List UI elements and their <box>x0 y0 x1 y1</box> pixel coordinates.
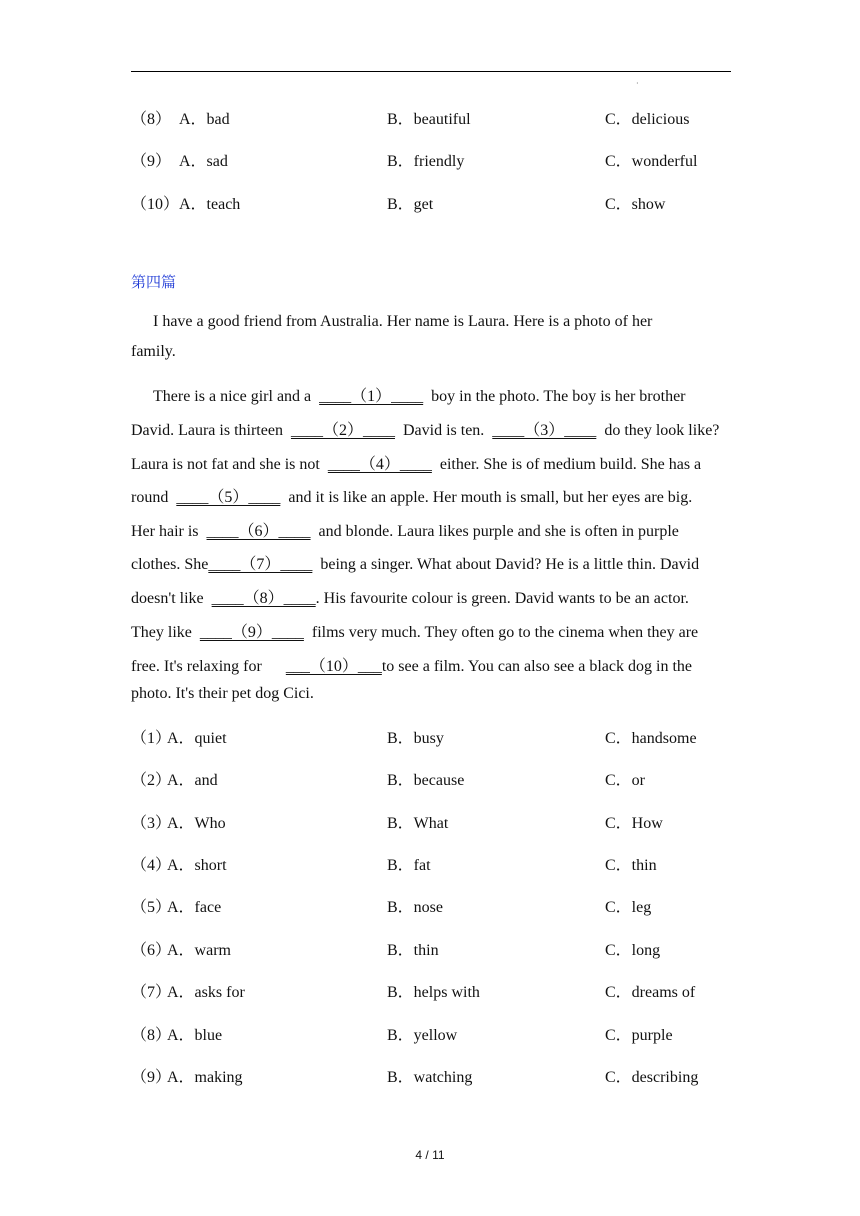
passage-text: do they look like? <box>596 422 720 439</box>
passage-text: either. She is of medium build. She has a <box>431 456 702 473</box>
blank-4: ____（4）____ <box>327 456 432 473</box>
blank-9: ____（9）____ <box>199 624 304 641</box>
blank-7: ____（7）____ <box>208 556 313 573</box>
passage-text: They like <box>131 624 200 641</box>
passage-line <box>131 518 731 540</box>
header-rule <box>131 71 731 72</box>
option-b: B．yellow <box>387 1027 458 1044</box>
passage-line: I have a good friend from Australia. Her name is Laura. Here is a photo of her <box>153 313 653 330</box>
passage-line <box>131 417 731 439</box>
option-row <box>131 852 731 874</box>
option-row <box>131 894 731 916</box>
option-a: A．face <box>167 899 222 916</box>
option-a: A．short <box>167 857 227 874</box>
option-number: （5） <box>131 899 172 916</box>
blank-2: ____（2）____ <box>290 422 395 439</box>
passage-text: . His favourite colour is green. David wants to be an actor. <box>315 590 689 607</box>
option-a: A．sad <box>179 153 228 170</box>
passage-text: being a singer. What about David? He is a little thin. David <box>312 556 700 573</box>
passage-text: David is ten. <box>394 422 493 439</box>
option-number: （8） <box>131 1027 172 1044</box>
option-c: C．dreams of <box>605 984 696 1001</box>
passage-text: films very much. They often go to the cinema when they are <box>303 624 699 641</box>
passage-text: David. Laura is thirteen <box>131 422 291 439</box>
option-b: B．watching <box>387 1069 473 1086</box>
prev-option-row-9 <box>131 148 731 170</box>
option-c: C．delicious <box>605 111 690 128</box>
passage-line <box>153 383 731 405</box>
option-a: A．making <box>167 1069 243 1086</box>
blank-1: ____（1）____ <box>319 388 424 405</box>
page-number: 4 / 11 <box>415 1148 445 1162</box>
option-c: C．thin <box>605 857 657 874</box>
option-number: （7） <box>131 984 172 1001</box>
option-b: B．What <box>387 815 449 832</box>
passage-text: doesn't like <box>131 590 212 607</box>
blank-5: ____（5）____ <box>176 489 281 506</box>
blank-8: ____（8）____ <box>211 590 316 607</box>
passage-text: Laura is not fat and she is not <box>131 456 328 473</box>
option-a: A．quiet <box>167 730 227 747</box>
passage-line: photo. It's their pet dog Cici. <box>131 685 314 702</box>
option-a: A．Who <box>167 815 226 832</box>
option-b: B．because <box>387 772 465 789</box>
option-c: C．leg <box>605 899 652 916</box>
section-title: 第四篇 <box>131 273 177 291</box>
option-number: （1） <box>131 730 172 747</box>
option-a: A．blue <box>167 1027 223 1044</box>
option-c: C．purple <box>605 1027 673 1044</box>
option-row <box>131 937 731 959</box>
passage-text: to see a film. You can also see a black dog in the <box>381 658 692 675</box>
option-row <box>131 767 731 789</box>
option-a: A．and <box>167 772 218 789</box>
passage-text: and blonde. Laura likes purple and she is often in purple <box>310 523 679 540</box>
passage-text: boy in the photo. The boy is her brother <box>423 388 686 405</box>
option-number: （10） <box>131 196 180 213</box>
option-c: C．show <box>605 196 666 213</box>
passage-text: and it is like an apple. Her mouth is small, but her eyes are big. <box>280 489 693 506</box>
option-row <box>131 1022 731 1044</box>
option-row <box>131 979 731 1001</box>
blank-3: ____（3）____ <box>492 422 597 439</box>
option-b: B．get <box>387 196 434 213</box>
passage-line <box>131 619 731 641</box>
option-number: （2） <box>131 772 172 789</box>
passage-line <box>131 451 731 473</box>
option-a: A．teach <box>179 196 241 213</box>
option-number: （6） <box>131 942 172 959</box>
passage-text: Her hair is <box>131 523 207 540</box>
option-c: C．describing <box>605 1069 699 1086</box>
option-number: （9） <box>131 1069 172 1086</box>
option-b: B．beautiful <box>387 111 471 128</box>
option-row <box>131 810 731 832</box>
option-number: （4） <box>131 857 172 874</box>
option-number: （8） <box>131 111 172 128</box>
passage-text: clothes. She <box>131 556 209 573</box>
option-b: B．helps with <box>387 984 480 1001</box>
option-a: A．warm <box>167 942 231 959</box>
blank-6: ____（6）____ <box>206 523 311 540</box>
prev-option-row-8 <box>131 106 731 128</box>
option-number: （3） <box>131 815 172 832</box>
passage-text: round <box>131 489 177 506</box>
option-number: （9） <box>131 153 172 170</box>
option-row <box>131 1064 731 1086</box>
passage-line: family. <box>131 343 176 360</box>
option-a: A．bad <box>179 111 230 128</box>
header-dot: · <box>636 79 639 88</box>
passage-line <box>131 585 731 607</box>
prev-option-row-10 <box>131 191 731 213</box>
blank-10: ___（10）___ <box>285 658 382 675</box>
passage-text: free. It's relaxing for <box>131 658 286 675</box>
option-a: A．asks for <box>167 984 245 1001</box>
passage-text: There is a nice girl and a <box>153 388 320 405</box>
option-b: B．busy <box>387 730 444 747</box>
option-row <box>131 725 731 747</box>
option-b: B．fat <box>387 857 431 874</box>
passage-line <box>131 653 731 675</box>
option-b: B．nose <box>387 899 444 916</box>
option-b: B．thin <box>387 942 439 959</box>
option-c: C．or <box>605 772 646 789</box>
option-c: C．wonderful <box>605 153 698 170</box>
passage-line <box>131 484 731 506</box>
option-c: C．handsome <box>605 730 697 747</box>
option-b: B．friendly <box>387 153 465 170</box>
passage-line <box>131 551 731 573</box>
option-c: C．long <box>605 942 661 959</box>
option-c: C．How <box>605 815 663 832</box>
